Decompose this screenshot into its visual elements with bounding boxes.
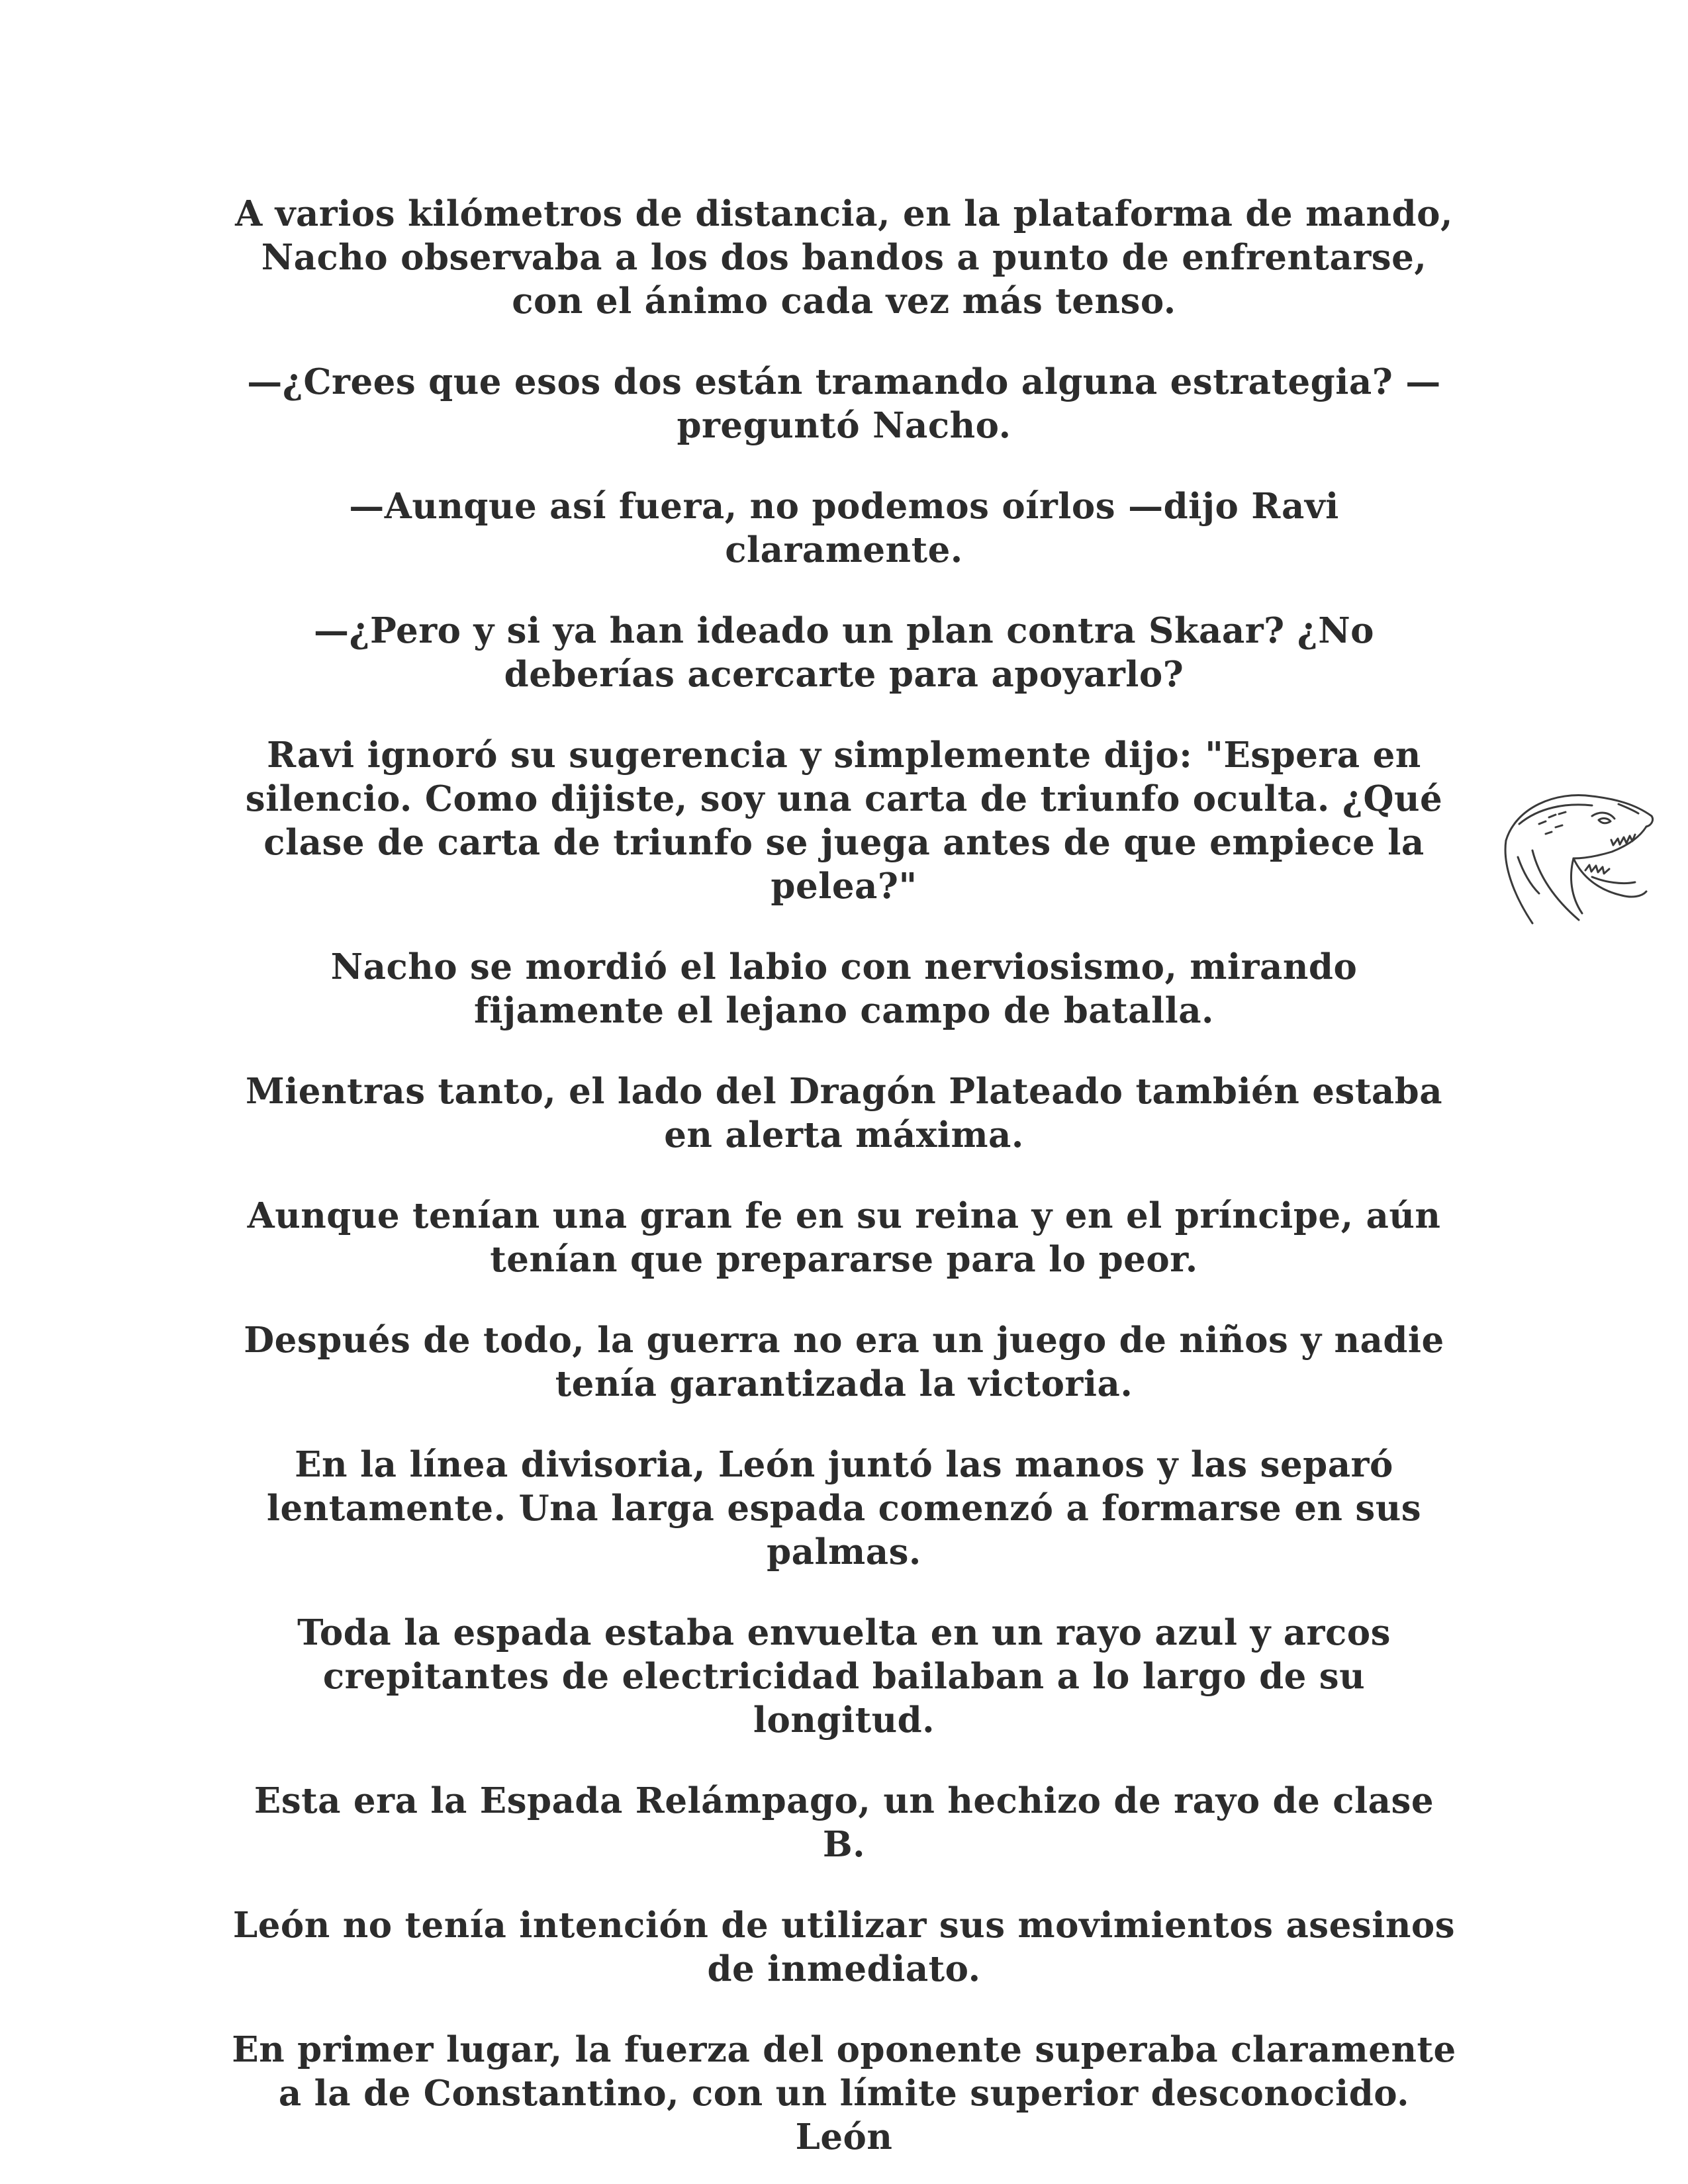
paragraph-3: —Aunque así fuera, no podemos oírlos —dijo Ravi claramente. <box>349 486 1339 570</box>
paragraph-2: —¿Crees que esos dos están tramando alguna estrategia? —preguntó Nacho. <box>247 361 1441 446</box>
paragraph-12: Esta era la Espada Relámpago, un hechizo de rayo de clase B. <box>254 1780 1434 1865</box>
body-text <box>232 192 1456 2159</box>
paragraph-9: Después de todo, la guerra no era un juego de niños y nadie tenía garantizada la victoria. <box>244 1320 1444 1404</box>
paragraph-13: León no tenía intención de utilizar sus movimientos asesinos de inmediato. <box>232 1905 1456 1989</box>
paragraph-4: —¿Pero y si ya han ideado un plan contra Skaar? ¿No deberías acercarte para apoyarlo? <box>313 610 1375 695</box>
paragraph-5: Ravi ignoró su sugerencia y simplemente dijo: "Espera en silencio. Como dijiste, soy una carta de triunfo oculta. ¿Qué clase de carta de triunfo se juega antes de que empiece la pelea?" <box>245 735 1443 907</box>
dinosaur-head-sketch-icon <box>1493 778 1658 930</box>
paragraph-10: En la línea divisoria, León juntó las manos y las separó lentamente. Una larga espada comenzó a formarse en sus palmas. <box>266 1444 1422 1572</box>
paragraph-8: Aunque tenían una gran fe en su reina y en el príncipe, aún tenían que prepararse para lo peor. <box>247 1195 1441 1280</box>
paragraph-11: Toda la espada estaba envuelta en un rayo azul y arcos crepitantes de electricidad bailaban a lo largo de su longitud. <box>297 1612 1391 1741</box>
paragraph-1: A varios kilómetros de distancia, en la plataforma de mando, Nacho observaba a los dos bandos a punto de enfrentarse, con el ánimo cada vez más tenso. <box>235 193 1453 322</box>
paragraph-6: Nacho se mordió el labio con nerviosismo, mirando fijamente el lejano campo de batalla. <box>330 946 1358 1031</box>
paragraph-7: Mientras tanto, el lado del Dragón Plateado también estaba en alerta máxima. <box>245 1071 1443 1156</box>
paragraph-14: En primer lugar, la fuerza del oponente superaba claramente a la de Constantino, con un límite superior desconocido. León <box>232 2029 1456 2158</box>
